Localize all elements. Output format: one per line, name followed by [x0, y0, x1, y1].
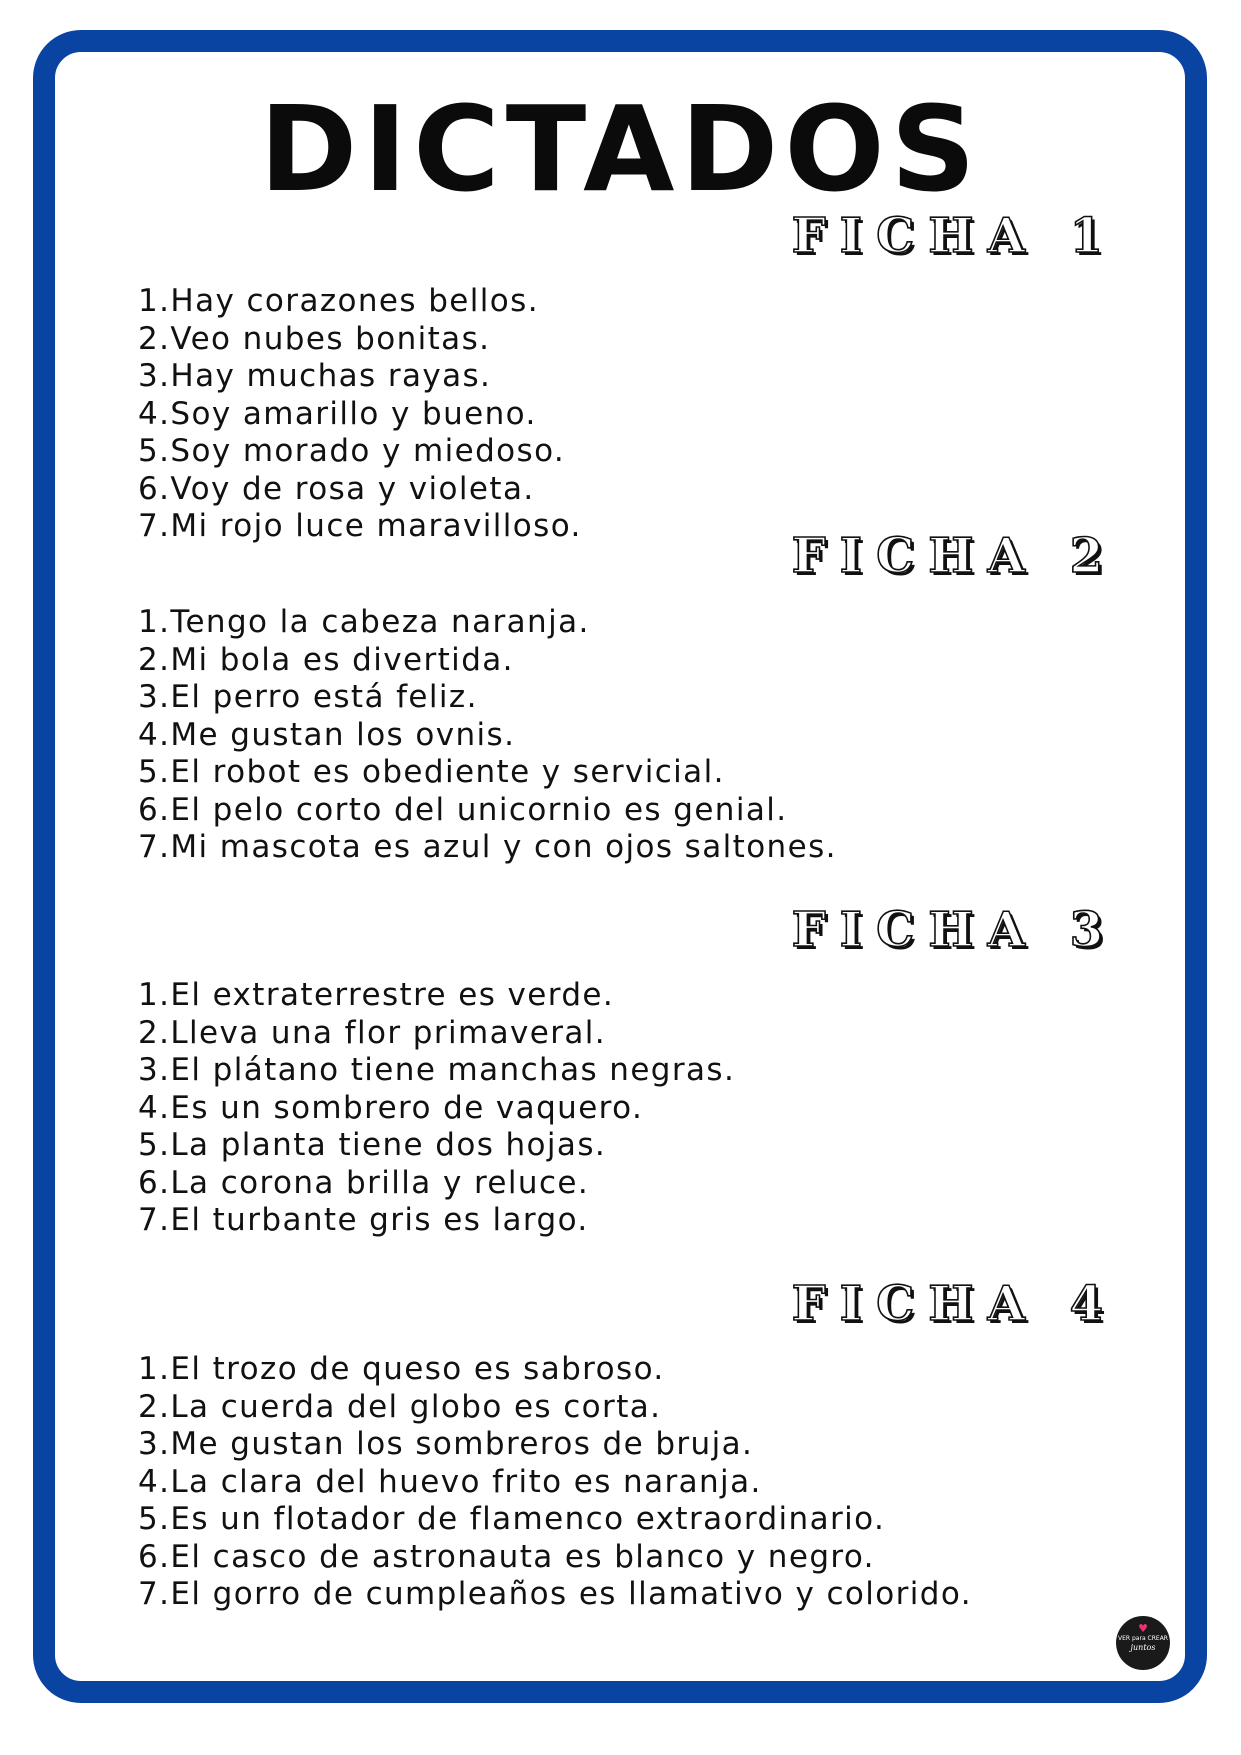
list-item: 5.El robot es obediente y servicial. [138, 754, 725, 790]
list-item: 7.Mi mascota es azul y con ojos saltones. [138, 829, 837, 865]
ficha-1-heading: FICHA 1 [791, 208, 1117, 264]
list-item: 2.Lleva una flor primaveral. [138, 1014, 607, 1051]
ficha-3-sentence-list [138, 977, 735, 1240]
ficha-1-sentence-list [138, 283, 582, 546]
list-item: 1.Hay corazones bellos. [138, 283, 539, 319]
list-item: 6.El casco de astronauta es blanco y negro. [138, 1538, 875, 1575]
list-item: 4.Me gustan los ovnis. [138, 716, 516, 753]
ficha-4-sentence-list [138, 1351, 972, 1614]
list-item: 2.La cuerda del globo es corta. [138, 1388, 662, 1425]
logo-line-2: juntos [1130, 1643, 1156, 1652]
list-item: 1.Tengo la cabeza naranja. [138, 604, 590, 640]
heart-icon: ♥ [1138, 1622, 1148, 1635]
brand-logo [1116, 1616, 1170, 1670]
list-item: 6.El pelo corto del unicornio es genial. [138, 791, 788, 828]
list-item: 3.El perro está feliz. [138, 679, 478, 715]
list-item: 1.El extraterrestre es verde. [138, 977, 615, 1013]
list-item: 7.El turbante gris es largo. [138, 1202, 589, 1238]
list-item: 6.La corona brilla y reluce. [138, 1164, 590, 1201]
ficha-3-heading: FICHA 3 [791, 902, 1117, 958]
list-item: 4.La clara del huevo frito es naranja. [138, 1463, 762, 1500]
list-item: 6.Voy de rosa y violeta. [138, 470, 535, 507]
list-item: 2.Veo nubes bonitas. [138, 320, 491, 357]
list-item: 3.Me gustan los sombreros de bruja. [138, 1426, 754, 1462]
ficha-4-heading: FICHA 4 [791, 1276, 1117, 1332]
ficha-2-sentence-list [138, 604, 837, 867]
list-item: 3.El plátano tiene manchas negras. [138, 1052, 736, 1088]
ficha-2-heading: FICHA 2 [791, 528, 1117, 584]
page-title: DICTADOS [259, 80, 982, 218]
list-item: 1.El trozo de queso es sabroso. [138, 1351, 665, 1387]
list-item: 5.Soy morado y miedoso. [138, 433, 566, 469]
logo-line-1: VER para CREAR [1118, 1635, 1168, 1642]
list-item: 7.Mi rojo luce maravilloso. [138, 508, 582, 544]
list-item: 4.Es un sombrero de vaquero. [138, 1089, 644, 1126]
list-item: 3.Hay muchas rayas. [138, 358, 492, 394]
list-item: 5.La planta tiene dos hojas. [138, 1127, 607, 1163]
list-item: 7.El gorro de cumpleaños es llamativo y colorido. [138, 1576, 972, 1612]
list-item: 5.Es un flotador de flamenco extraordinario. [138, 1501, 886, 1537]
list-item: 2.Mi bola es divertida. [138, 641, 514, 678]
list-item: 4.Soy amarillo y bueno. [138, 395, 537, 432]
